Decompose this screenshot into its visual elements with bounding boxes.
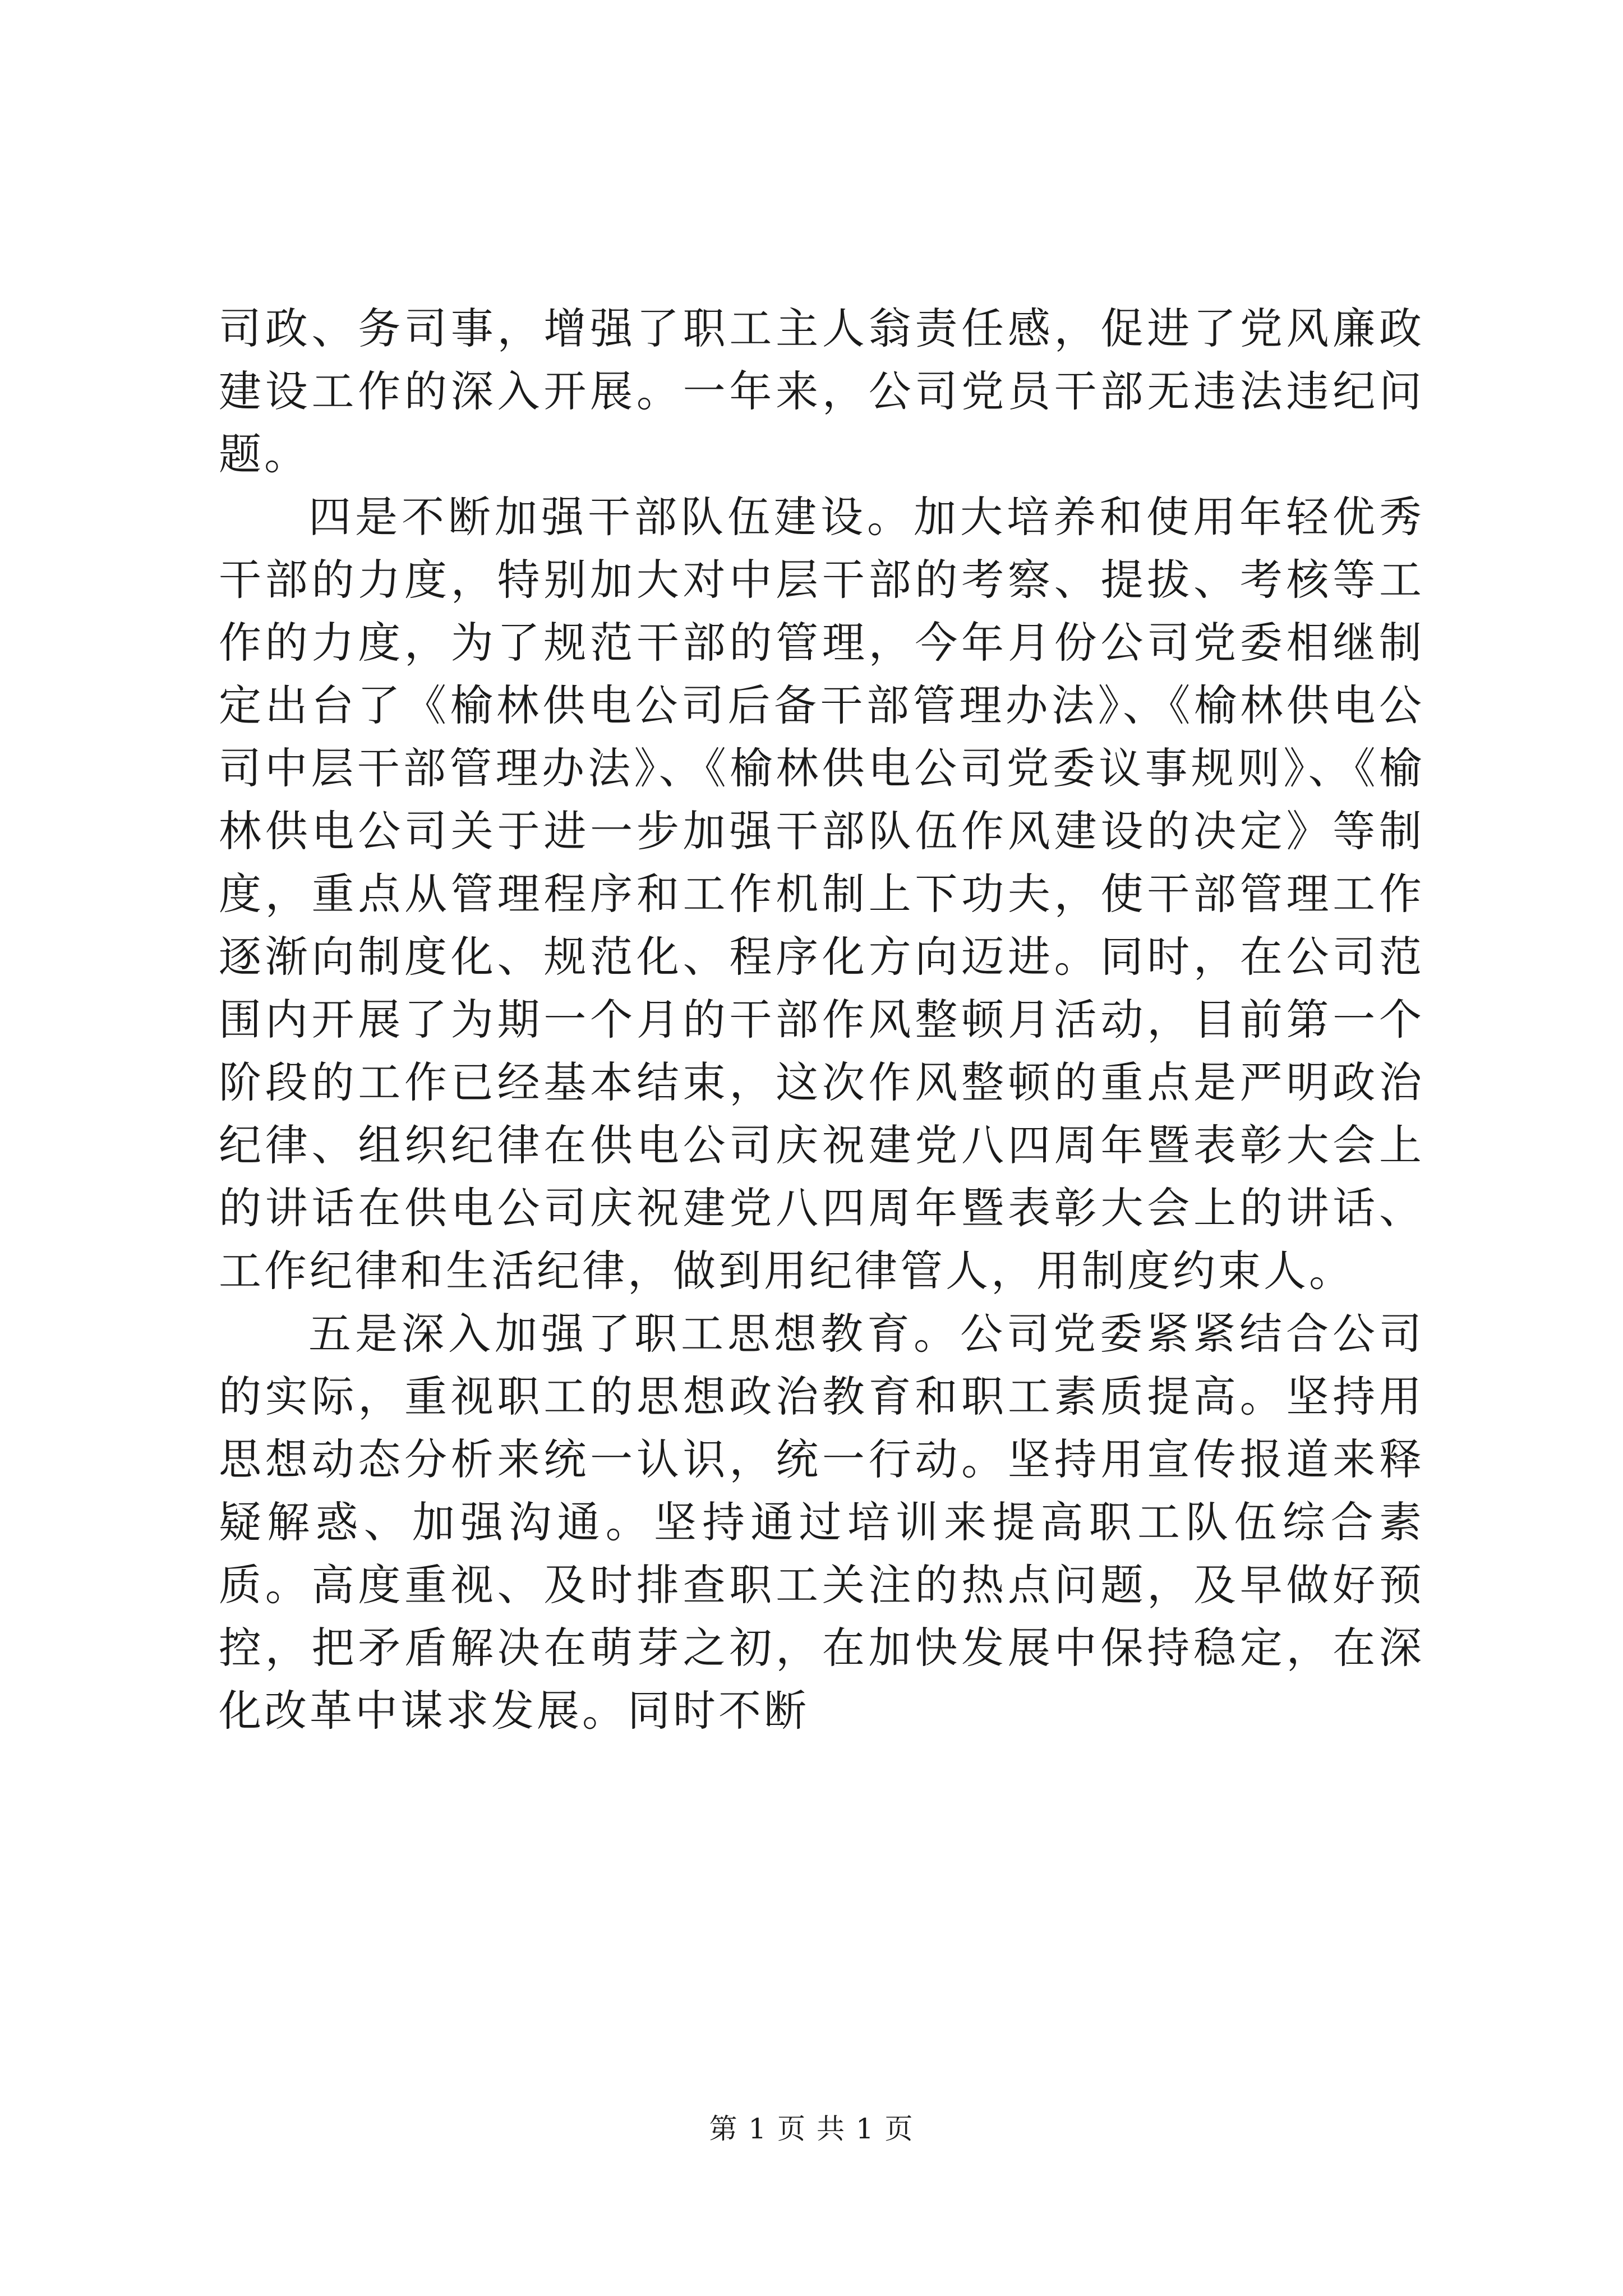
paragraph-2: 四是不断加强干部队伍建设。加大培养和使用年轻优秀干部的力度，特别加大对中层干部的考察、提拔、考核等工作的力度，为了规范干部的管理，今年月份公司党委相继制定出台了《榆林供电公司后备干部管理办法》、《榆林供电公司中层干部管理办法》、《榆林供电公司党委议事规则》、《榆林供电公司关于进一步加强干部队伍作风建设的决定》等制度，重点从管理程序和工作机制上下功夫，使干部管理工作逐渐向制度化、规范化、程序化方向迈进。同时，在公司范围内开展了为期一个月的干部作风整顿月活动，目前第一个阶段的工作已经基本结束，这次作风整顿的重点是严明政治纪律、组织纪律在供电公司庆祝建党八四周年暨表彰大会上的讲话在供电公司庆祝建党八四周年暨表彰大会上的讲话、工作纪律和生活纪律，做到用纪律管人，用制度约束人。	[219, 492, 1424, 1296]
document-body	[219, 297, 1424, 1742]
paragraph-1: 司政、务司事，增强了职工主人翁责任感，促进了党风廉政建设工作的深入开展。一年来，公司党员干部无违法违纪问题。	[219, 303, 1424, 479]
page-footer: 第 1 页 共 1 页	[709, 2113, 914, 2145]
paragraph-3: 五是深入加强了职工思想教育。公司党委紧紧结合公司的实际，重视职工的思想政治教育和职工素质提高。坚持用思想动态分析来统一认识，统一行动。坚持用宣传报道来释疑解惑、加强沟通。坚持通过培训来提高职工队伍综合素质。高度重视、及时排查职工关注的热点问题，及早做好预控，把矛盾解决在萌芽之初，在加快发展中保持稳定，在深化改革中谋求发展。同时不断	[219, 1309, 1424, 1736]
